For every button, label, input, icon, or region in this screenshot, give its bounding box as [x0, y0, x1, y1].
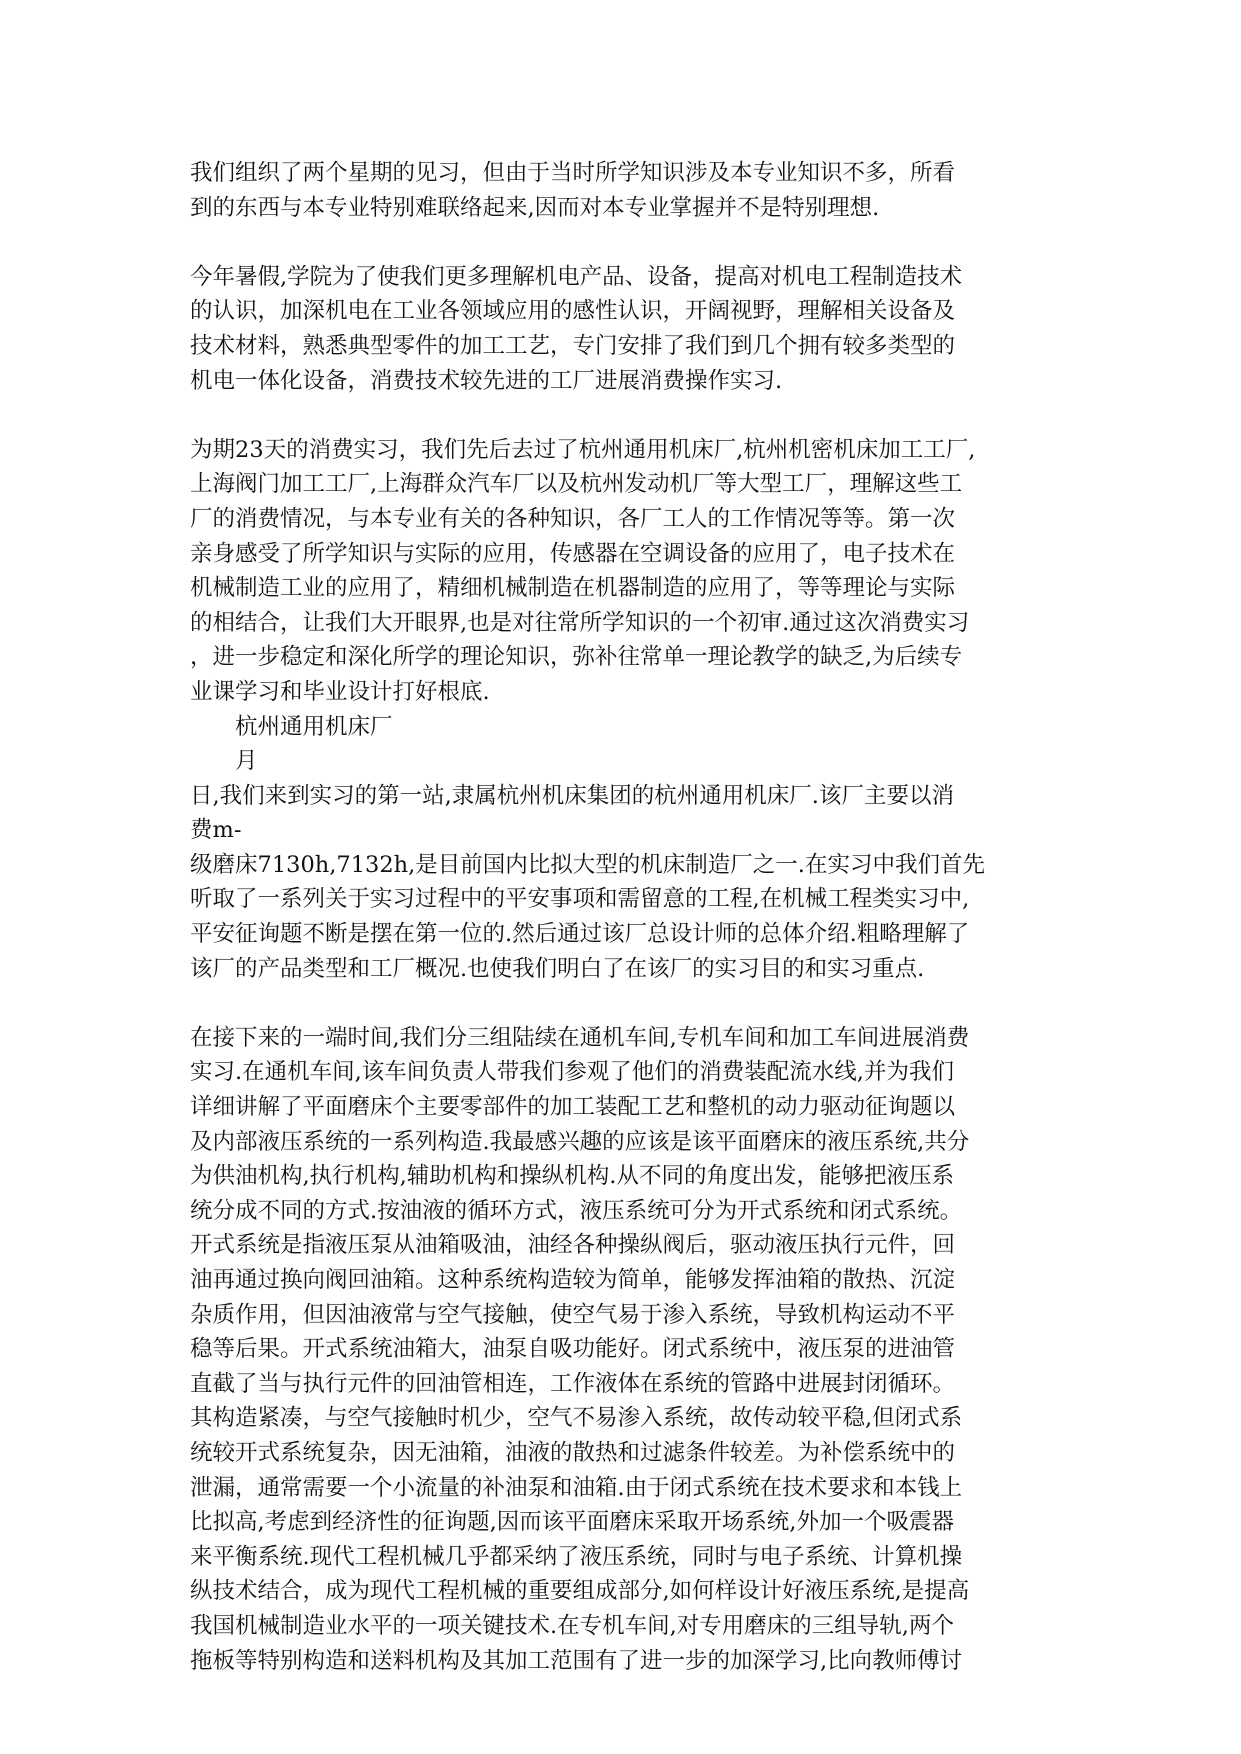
text-line: 详细讲解了平面磨床个主要零部件的加工装配工艺和整机的动力驱动征询题以 — [190, 1094, 956, 1121]
paragraph-workshops — [190, 1021, 1050, 1678]
text-line: 统分成不同的方式.按油液的循环方式，液压系统可分为开式系统和闭式系统。 — [190, 1197, 963, 1224]
text-line: 稳等后果。开式系统油箱大，油泵自吸功能好。闭式系统中，液压泵的进油管 — [190, 1336, 956, 1363]
text-line: 日,我们来到实习的第一站,隶属杭州机床集团的杭州通用机床厂.该厂主要以消 — [190, 782, 954, 809]
text-line: 费m- — [190, 817, 242, 844]
text-line: 机械制造工业的应用了，精细机械制造在机器制造的应用了，等等理论与实际 — [190, 575, 956, 602]
text-line: 来平衡系统.现代工程机械几乎都采纳了液压系统，同时与电子系统、计算机操 — [190, 1543, 963, 1570]
text-line: 直截了当与执行元件的回油管相连，工作液体在系统的管路中进展封闭循环。 — [190, 1370, 956, 1397]
text-line: 拖板等特别构造和送料机构及其加工范围有了进一步的加深学习,比向教师傅讨 — [190, 1647, 963, 1674]
text-line: 其构造紧凑，与空气接触时机少，空气不易渗入系统，故传动较平稳,但闭式系 — [190, 1405, 963, 1432]
text-line: 纵技术结合，成为现代工程机械的重要组成部分,如何样设计好液压系统,是提高 — [190, 1578, 970, 1605]
text-line: 我们组织了两个星期的见习，但由于当时所学知识涉及本专业知识不多，所看 — [190, 160, 956, 186]
text-line: 为期23天的消费实习，我们先后去过了杭州通用机床厂,杭州机密机床加工工厂, — [190, 436, 976, 463]
paragraph-gap — [190, 225, 1050, 260]
text-line: 为供油机构,执行机构,辅助机构和操纵机构.从不同的角度出发，能够把液压系 — [190, 1163, 954, 1190]
paragraph-first-stop — [190, 779, 1050, 987]
text-line: 开式系统是指液压泵从油箱吸油，油经各种操纵阀后，驱动液压执行元件，回 — [190, 1232, 956, 1259]
section-heading: 杭州通用机床厂 — [235, 713, 393, 740]
text-line: 油再通过换向阀回油箱。这种系统构造较为简单，能够发挥油箱的散热、沉淀 — [190, 1267, 956, 1293]
paragraph-summer-practice — [190, 260, 1050, 398]
paragraph-gap — [190, 398, 1050, 433]
text-line: 的认识，加深机电在工业各领域应用的感性认识，开阔视野，理解相关设备及 — [190, 298, 956, 325]
document-page — [190, 156, 1050, 1678]
text-line: 到的东西与本专业特别难联络起来,因而对本专业掌握并不是特别理想. — [190, 194, 880, 221]
text-line: 实习.在通机车间,该车间负责人带我们参观了他们的消费装配流水线,并为我们 — [190, 1059, 954, 1086]
text-line: ，进一步稳定和深化所学的理论知识，弥补往常单一理论教学的缺乏,为后续专 — [190, 644, 963, 671]
text-line: 杂质作用，但因油液常与空气接触，使空气易于渗入系统，导致机构运动不平 — [190, 1301, 956, 1328]
text-line: 今年暑假,学院为了使我们更多理解机电产品、设备，提高对机电工程制造技术 — [190, 263, 963, 290]
text-line: 统较开式系统复杂，因无油箱，油液的散热和过滤条件较差。为补偿系统中的 — [190, 1439, 956, 1466]
text-line: 该厂的产品类型和工厂概况.也使我们明白了在该厂的实习目的和实习重点. — [190, 955, 925, 982]
text-line: 级磨床7130h,7132h,是目前国内比拟大型的机床制造厂之一.在实习中我们首先 — [190, 851, 985, 878]
text-line: 听取了一系列关于实习过程中的平安事项和需留意的工程,在机械工程类实习中, — [190, 886, 970, 913]
text-line: 泄漏，通常需要一个小流量的补油泵和油箱.由于闭式系统在技术要求和本钱上 — [190, 1474, 963, 1501]
text-line: 上海阀门加工工厂,上海群众汽车厂以及杭州发动机厂等大型工厂，理解这些工 — [190, 471, 963, 498]
text-line: 月 — [235, 748, 258, 775]
text-line: 厂的消费情况，与本专业有关的各种知识，各厂工人的工作情况等等。第一次 — [190, 505, 956, 532]
text-line: 平安征询题不断是摆在第一位的.然后通过该厂总设计师的总体介绍.粗略理解了 — [190, 921, 970, 948]
text-line: 我国机械制造业水平的一项关键技术.在专机车间,对专用磨床的三组导轨,两个 — [190, 1612, 954, 1639]
text-line: 比拟高,考虑到经济性的征询题,因而该平面磨床采取开场系统,外加一个吸震器 — [190, 1509, 954, 1536]
text-line: 及内部液压系统的一系列构造.我最感兴趣的应该是该平面磨床的液压系统,共分 — [190, 1128, 970, 1155]
text-line: 的相结合，让我们大开眼界,也是对往常所学知识的一个初审.通过这次消费实习 — [190, 609, 970, 636]
paragraph-factories — [190, 433, 1050, 779]
text-line: 在接下来的一端时间,我们分三组陆续在通机车间,专机车间和加工车间进展消费 — [190, 1024, 970, 1051]
text-line: 亲身感受了所学知识与实际的应用，传感器在空调设备的应用了，电子技术在 — [190, 540, 956, 567]
text-line: 技术材料，熟悉典型零件的加工工艺，专门安排了我们到几个拥有较多类型的 — [190, 332, 956, 359]
text-line: 业课学习和毕业设计打好根底. — [190, 678, 490, 705]
paragraph-intro — [190, 156, 1050, 225]
paragraph-gap — [190, 986, 1050, 1021]
text-line: 机电一体化设备，消费技术较先进的工厂进展消费操作实习. — [190, 367, 783, 394]
